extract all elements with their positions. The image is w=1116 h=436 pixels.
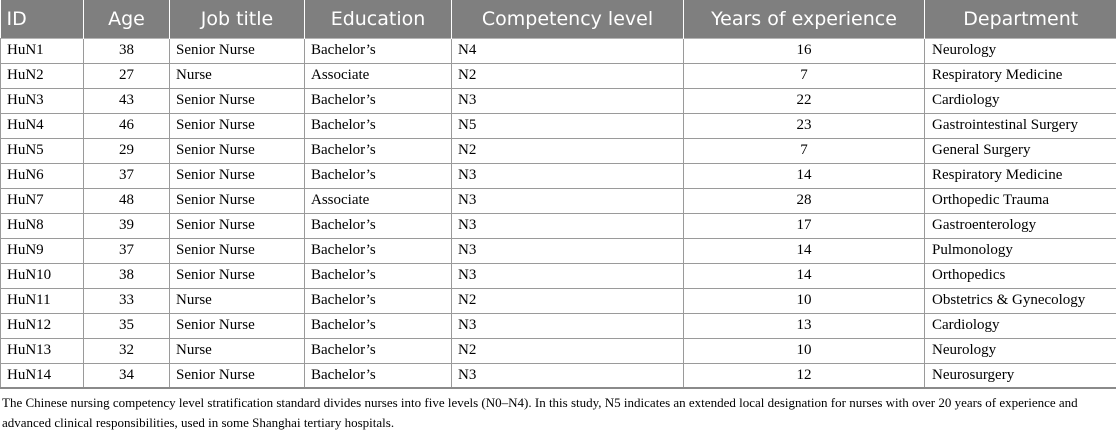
cell-job-title: Senior Nurse [170,188,305,213]
cell-education: Bachelor’s [305,88,452,113]
cell-competency-level: N2 [452,338,684,363]
cell-id: HuN12 [1,313,84,338]
cell-id: HuN7 [1,188,84,213]
cell-competency-level: N5 [452,113,684,138]
cell-id: HuN6 [1,163,84,188]
cell-department: Cardiology [925,313,1116,338]
cell-job-title: Senior Nurse [170,38,305,63]
table-row [1,138,1116,163]
cell-job-title: Senior Nurse [170,213,305,238]
cell-education: Bachelor’s [305,138,452,163]
cell-job-title: Senior Nurse [170,163,305,188]
cell-age: 39 [84,213,170,238]
cell-years-of-experience: 23 [684,113,925,138]
cell-department: Gastrointestinal Surgery [925,113,1116,138]
cell-job-title: Senior Nurse [170,313,305,338]
cell-years-of-experience: 17 [684,213,925,238]
header-job-title: Job title [170,0,305,38]
cell-age: 35 [84,313,170,338]
cell-education: Bachelor’s [305,163,452,188]
cell-department: Orthopedics [925,263,1116,288]
cell-id: HuN11 [1,288,84,313]
cell-competency-level: N3 [452,188,684,213]
cell-education: Bachelor’s [305,363,452,388]
cell-age: 29 [84,138,170,163]
header-id: ID [1,0,84,38]
cell-job-title: Nurse [170,63,305,88]
cell-job-title: Nurse [170,338,305,363]
cell-competency-level: N2 [452,138,684,163]
cell-competency-level: N4 [452,38,684,63]
cell-age: 38 [84,38,170,63]
cell-age: 34 [84,363,170,388]
cell-job-title: Nurse [170,288,305,313]
cell-education: Associate [305,63,452,88]
cell-job-title: Senior Nurse [170,138,305,163]
table-row [1,263,1116,288]
cell-age: 43 [84,88,170,113]
table-header [1,0,1116,38]
cell-competency-level: N3 [452,163,684,188]
cell-education: Bachelor’s [305,238,452,263]
cell-age: 32 [84,338,170,363]
cell-id: HuN8 [1,213,84,238]
cell-job-title: Senior Nurse [170,263,305,288]
cell-department: Neurology [925,38,1116,63]
header-years-of-experience: Years of experience [684,0,925,38]
table-row [1,338,1116,363]
cell-job-title: Senior Nurse [170,88,305,113]
cell-age: 38 [84,263,170,288]
cell-education: Associate [305,188,452,213]
cell-department: Obstetrics & Gynecology [925,288,1116,313]
table-row [1,38,1116,63]
cell-department: Respiratory Medicine [925,163,1116,188]
table-row [1,113,1116,138]
cell-job-title: Senior Nurse [170,363,305,388]
table-row [1,288,1116,313]
cell-id: HuN13 [1,338,84,363]
table-row [1,63,1116,88]
cell-education: Bachelor’s [305,113,452,138]
cell-age: 46 [84,113,170,138]
cell-education: Bachelor’s [305,213,452,238]
cell-competency-level: N2 [452,63,684,88]
cell-education: Bachelor’s [305,263,452,288]
cell-age: 27 [84,63,170,88]
cell-department: Pulmonology [925,238,1116,263]
cell-department: General Surgery [925,138,1116,163]
cell-age: 37 [84,238,170,263]
cell-competency-level: N3 [452,88,684,113]
table-row [1,163,1116,188]
cell-education: Bachelor’s [305,288,452,313]
cell-years-of-experience: 10 [684,338,925,363]
cell-department: Neurosurgery [925,363,1116,388]
cell-competency-level: N3 [452,238,684,263]
cell-age: 33 [84,288,170,313]
cell-competency-level: N2 [452,288,684,313]
cell-competency-level: N3 [452,263,684,288]
cell-years-of-experience: 13 [684,313,925,338]
cell-years-of-experience: 28 [684,188,925,213]
cell-years-of-experience: 14 [684,263,925,288]
table-row [1,363,1116,388]
cell-job-title: Senior Nurse [170,113,305,138]
header-competency-level: Competency level [452,0,684,38]
cell-years-of-experience: 22 [684,88,925,113]
header-row [1,0,1116,38]
cell-years-of-experience: 14 [684,163,925,188]
cell-id: HuN14 [1,363,84,388]
cell-job-title: Senior Nurse [170,238,305,263]
header-education: Education [305,0,452,38]
cell-id: HuN1 [1,38,84,63]
cell-education: Bachelor’s [305,38,452,63]
cell-education: Bachelor’s [305,338,452,363]
cell-competency-level: N3 [452,363,684,388]
table-body [1,38,1116,388]
cell-years-of-experience: 7 [684,138,925,163]
cell-age: 37 [84,163,170,188]
cell-id: HuN2 [1,63,84,88]
cell-years-of-experience: 16 [684,38,925,63]
cell-department: Cardiology [925,88,1116,113]
table-row [1,88,1116,113]
cell-competency-level: N3 [452,213,684,238]
cell-id: HuN5 [1,138,84,163]
table-row [1,313,1116,338]
cell-id: HuN4 [1,113,84,138]
cell-id: HuN9 [1,238,84,263]
cell-department: Gastroenterology [925,213,1116,238]
header-age: Age [84,0,170,38]
cell-years-of-experience: 10 [684,288,925,313]
table-row [1,188,1116,213]
table-row [1,213,1116,238]
cell-id: HuN3 [1,88,84,113]
cell-department: Respiratory Medicine [925,63,1116,88]
cell-years-of-experience: 12 [684,363,925,388]
header-department: Department [925,0,1116,38]
cell-id: HuN10 [1,263,84,288]
cell-education: Bachelor’s [305,313,452,338]
cell-department: Neurology [925,338,1116,363]
cell-age: 48 [84,188,170,213]
cell-years-of-experience: 14 [684,238,925,263]
cell-years-of-experience: 7 [684,63,925,88]
cell-competency-level: N3 [452,313,684,338]
table-footnote: The Chinese nursing competency level stratification standard divides nurses into five levels (N0–N4). In this study, N5 indicates an extended local designation for nurses with over 20 years of experience and advanced clinical responsibilities, used in some Shanghai tertiary hospitals. [2,395,1078,430]
cell-department: Orthopedic Trauma [925,188,1116,213]
table-row [1,238,1116,263]
